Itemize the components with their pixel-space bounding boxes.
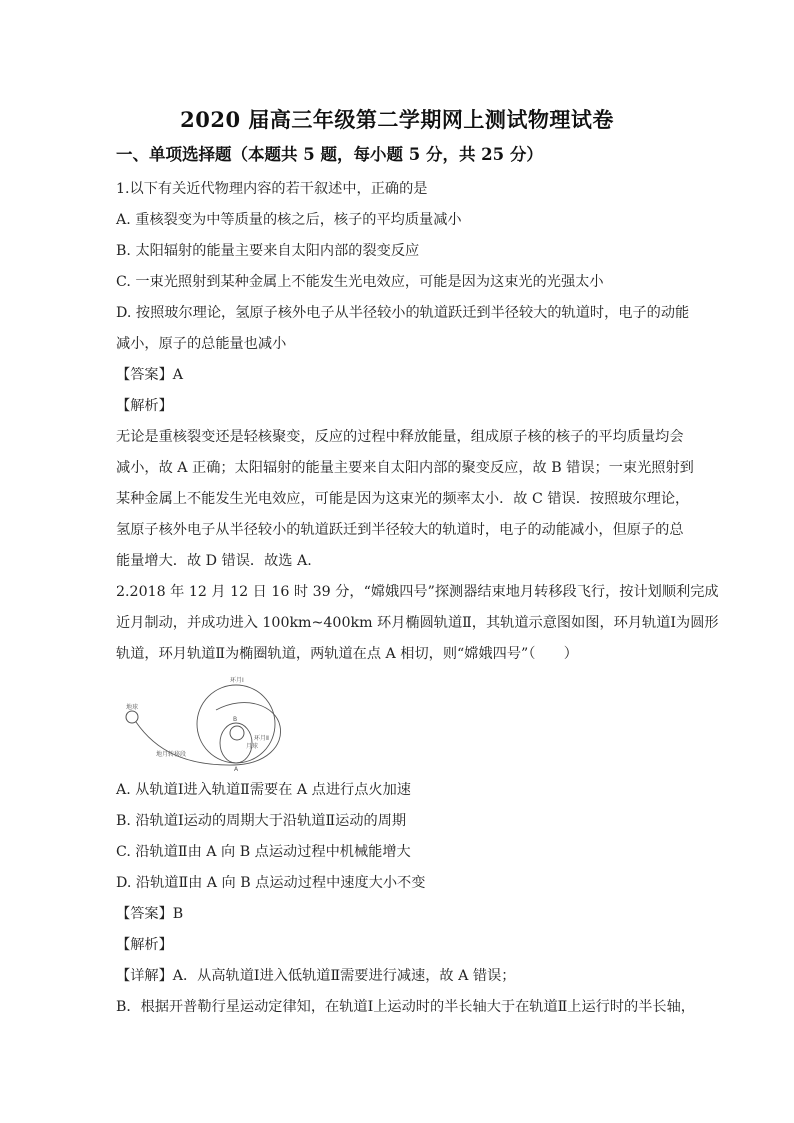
orbit-1-circle [197, 685, 275, 763]
q2-detail-line: 【详解】A．从高轨道Ⅰ进入低轨道Ⅱ需要进行减速，故 A 错误； [116, 968, 516, 984]
q2-option-a: A. 从轨道Ⅰ进入轨道Ⅱ需要在 A 点进行点火加速 [116, 782, 411, 798]
orbit-diagram [116, 676, 316, 772]
section-heading: 一、单项选择题（本题共 5 题，每小题 5 分，共 25 分） [116, 145, 543, 164]
q1-option-b: B. 太阳辐射的能量主要来自太阳内部的裂变反应 [116, 243, 420, 259]
q1-analysis-label: 【解析】 [116, 398, 173, 414]
transfer-label: 地月转移段 [156, 751, 187, 758]
page-title: 2020 届高三年级第二学期网上测试物理试卷 [180, 107, 614, 132]
q1-answer: 【答案】A [116, 367, 183, 383]
moon-icon [230, 726, 244, 740]
q2-option-d: D. 沿轨道Ⅱ由 A 向 B 点运动过程中速度大小不变 [116, 875, 426, 891]
point-a-label: A [234, 766, 239, 772]
q1-option-c: C. 一束光照射到某种金属上不能发生光电效应，可能是因为这束光的光强太小 [116, 274, 604, 290]
earth-icon [126, 711, 138, 723]
q1-option-d-cont: 减小，原子的总能量也减小 [116, 336, 287, 352]
q2-stem-line: 轨道，环月轨道Ⅱ为椭圈轨道，两轨道在点 A 相切，则“嫦娥四号”（ ） [116, 646, 578, 662]
q1-option-a: A. 重核裂变为中等质量的核之后，核子的平均质量减小 [116, 212, 462, 228]
q2-answer: 【答案】B [116, 906, 184, 922]
q1-option-d: D. 按照玻尔理论，氢原子核外电子从半径较小的轨道跃迁到半径较大的轨道时，电子的动能 [116, 305, 690, 321]
orbit-1-label: 环月Ⅰ [230, 677, 244, 684]
q2-stem-line: 近月制动，并成功进入 100km~400km 环月椭圆轨道Ⅱ，其轨道示意图如图，环月轨道Ⅰ为圆形 [116, 615, 719, 631]
q1-analysis-line: 能量增大．故 D 错误．故选 A. [116, 553, 312, 569]
q1-analysis-line: 某种金属上不能发生光电效应，可能是因为这束光的频率太小．故 C 错误．按照玻尔理论， [116, 491, 690, 507]
point-b-label: B [233, 716, 238, 723]
moon-label: 月球 [246, 743, 259, 750]
orbit-2-label: 环月Ⅱ [254, 735, 269, 742]
q2-detail-line: B．根据开普勒行星运动定律知，在轨道Ⅰ上运动时的半长轴大于在轨道Ⅱ上运行时的半长轴， [116, 999, 695, 1015]
q1-stem: 1.以下有关近代物理内容的若干叙述中，正确的是 [116, 181, 428, 197]
q1-analysis-line: 无论是重核裂变还是轻核聚变，反应的过程中释放能量，组成原子核的核子的平均质量均会 [116, 429, 684, 445]
q2-stem-line: 2.2018 年 12 月 12 日 16 时 39 分，“嫦娥四号”探测器结束地月转移段飞行，按计划顺利完成 [116, 584, 719, 600]
earth-label: 地球 [126, 704, 139, 711]
q1-analysis-line: 氢原子核外电子从半径较小的轨道跃迁到半径较大的轨道时，电子的动能减小，但原子的总 [116, 522, 684, 538]
q2-option-b: B. 沿轨道Ⅰ运动的周期大于沿轨道Ⅱ运动的周期 [116, 813, 407, 829]
q1-analysis-line: 减小，故 A 正确；太阳辐射的能量主要来自太阳内部的聚变反应，故 B 错误；一束光照射到 [116, 460, 694, 476]
q2-option-c: C. 沿轨道Ⅱ由 A 向 B 点运动过程中机械能增大 [116, 844, 411, 860]
q2-analysis-label: 【解析】 [116, 937, 173, 953]
